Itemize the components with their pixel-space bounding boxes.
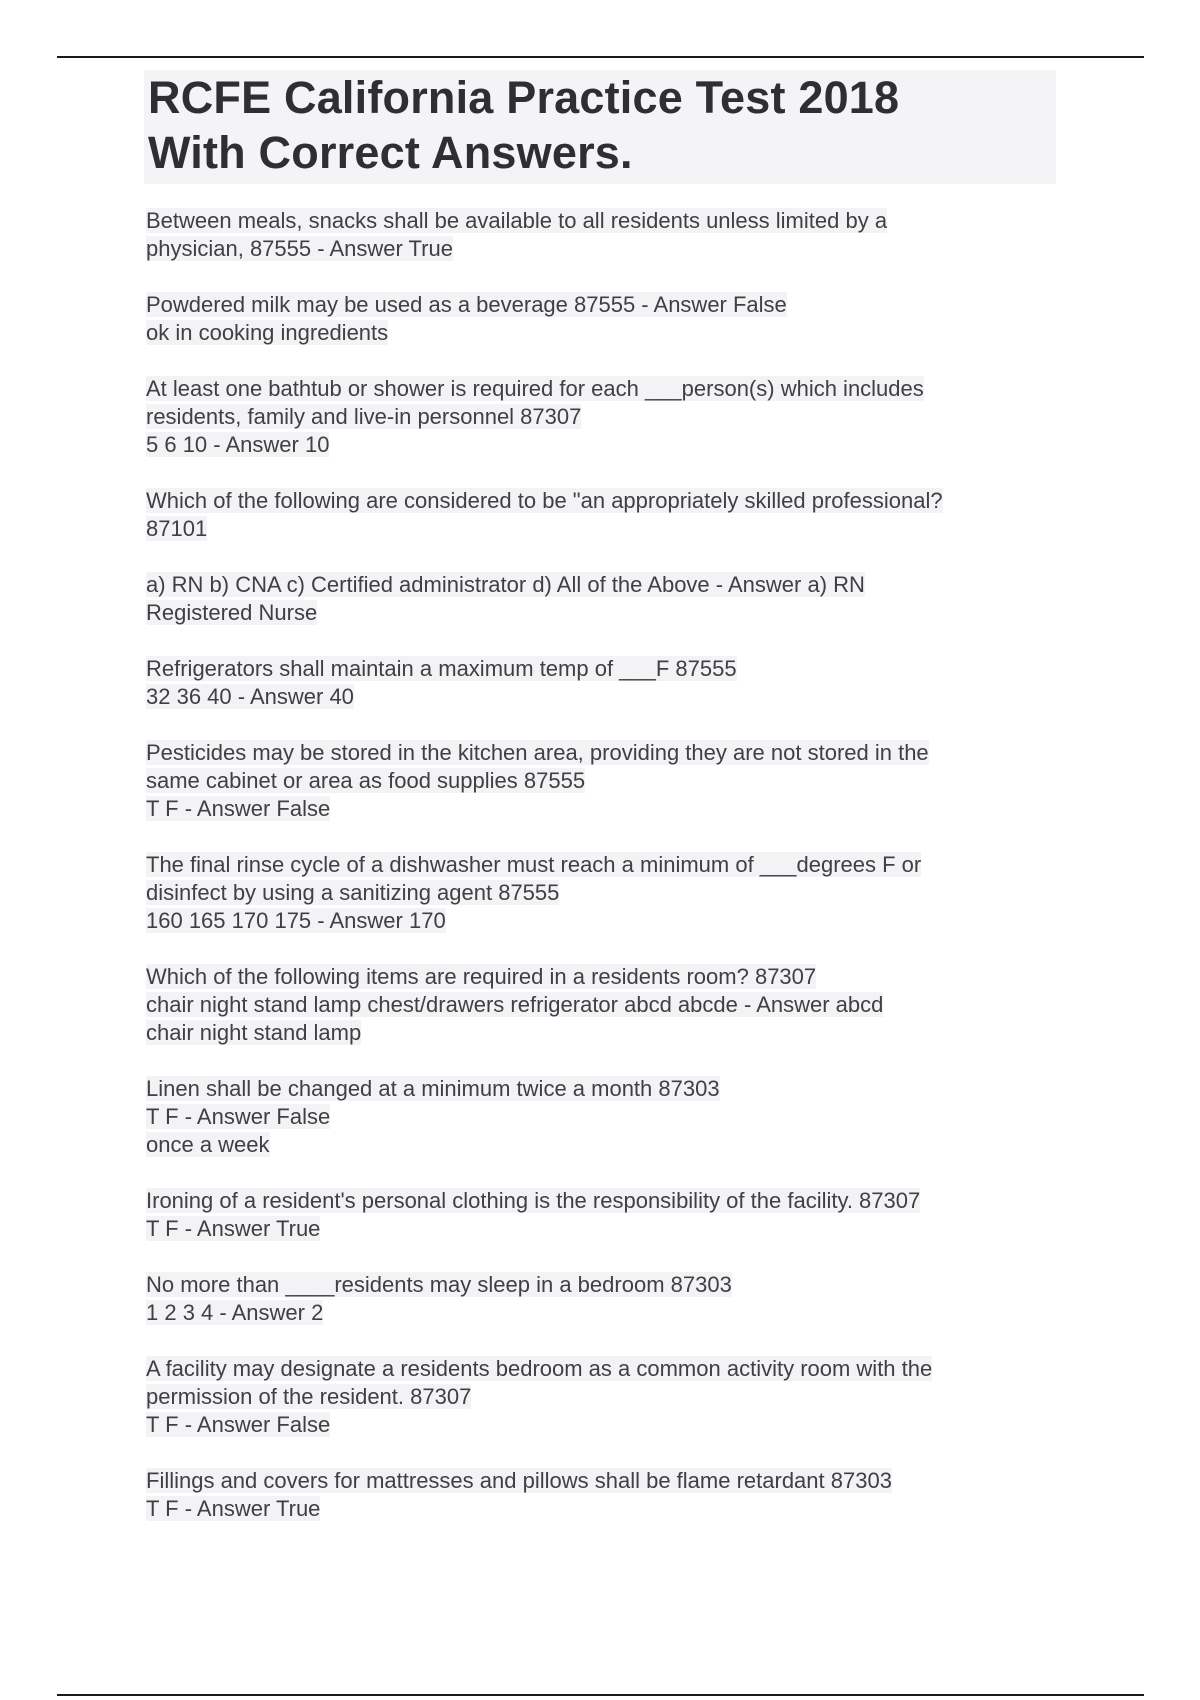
qa-line [146,1019,1106,1047]
qa-line-text: chair night stand lamp chest/drawers refrigerator abcd abcde - Answer abcd [146,992,884,1017]
qa-line-text: Registered Nurse [146,600,318,625]
qa-line [146,1075,1106,1103]
qa-line [146,1187,1106,1215]
qa-line-text: same cabinet or area as food supplies 87555 [146,768,586,793]
qa-line-text: disinfect by using a sanitizing agent 87555 [146,880,560,905]
qa-line-text: T F - Answer False [146,1412,331,1437]
qa-line [146,739,1106,767]
qa-line [146,487,1106,515]
qa-line-text: A facility may designate a residents bedroom as a common activity room with the [146,1356,933,1381]
qa-item [146,1355,1106,1439]
qa-line-text: Powdered milk may be used as a beverage 87555 - Answer False [146,292,787,317]
title-line-2: With Correct Answers. [148,127,633,178]
document-title [148,70,1056,180]
qa-line-text: 87101 [146,516,208,541]
qa-line [146,1131,1106,1159]
qa-line-text: Ironing of a resident's personal clothing is the responsibility of the facility. 87307 [146,1188,921,1213]
qa-line-text: T F - Answer False [146,1104,331,1129]
qa-line-text: physician, 87555 - Answer True [146,236,453,261]
qa-line [146,1103,1106,1131]
qa-line-text: 32 36 40 - Answer 40 [146,684,354,709]
qa-line-text: Linen shall be changed at a minimum twice a month 87303 [146,1076,720,1101]
qa-line [146,431,1106,459]
qa-line-text: At least one bathtub or shower is required for each ___person(s) which includes [146,376,924,401]
qa-line [146,907,1106,935]
qa-line-text: once a week [146,1132,270,1157]
qa-line [146,571,1106,599]
qa-line-text: 5 6 10 - Answer 10 [146,432,330,457]
qa-line [146,1355,1106,1383]
qa-line [146,879,1106,907]
question-answer-list [146,207,1106,1551]
title-block [144,70,1056,184]
qa-line-text: chair night stand lamp [146,1020,362,1045]
qa-item [146,739,1106,823]
qa-item [146,291,1106,347]
qa-item [146,571,1106,627]
qa-line-text: residents, family and live-in personnel 87307 [146,404,582,429]
qa-line [146,291,1106,319]
qa-line [146,683,1106,711]
qa-line [146,515,1106,543]
qa-line [146,207,1106,235]
qa-item [146,375,1106,459]
qa-item [146,1271,1106,1327]
qa-line [146,851,1106,879]
qa-line-text: Refrigerators shall maintain a maximum temp of ___F 87555 [146,656,737,681]
qa-line [146,599,1106,627]
qa-line-text: 1 2 3 4 - Answer 2 [146,1300,324,1325]
qa-item [146,1467,1106,1523]
qa-line [146,1467,1106,1495]
qa-line-text: T F - Answer True [146,1496,321,1521]
qa-item [146,851,1106,935]
qa-line-text: permission of the resident. 87307 [146,1384,472,1409]
qa-line-text: a) RN b) CNA c) Certified administrator d) All of the Above - Answer a) RN [146,572,865,597]
qa-line [146,1271,1106,1299]
qa-line [146,1411,1106,1439]
qa-item [146,487,1106,543]
qa-line-text: Fillings and covers for mattresses and pillows shall be flame retardant 87303 [146,1468,892,1493]
qa-line-text: T F - Answer True [146,1216,321,1241]
qa-item [146,655,1106,711]
qa-item [146,1075,1106,1159]
qa-line-text: Which of the following items are required in a residents room? 87307 [146,964,817,989]
qa-item [146,207,1106,263]
top-divider [57,56,1144,58]
qa-item [146,963,1106,1047]
qa-line [146,1215,1106,1243]
qa-line [146,403,1106,431]
qa-line [146,1495,1106,1523]
qa-line-text: The final rinse cycle of a dishwasher must reach a minimum of ___degrees F or [146,852,922,877]
qa-line-text: ok in cooking ingredients [146,320,389,345]
qa-line [146,963,1106,991]
qa-line [146,767,1106,795]
qa-line [146,319,1106,347]
qa-line-text: Between meals, snacks shall be available to all residents unless limited by a [146,208,888,233]
qa-line [146,235,1106,263]
qa-item [146,1187,1106,1243]
qa-line-text: 160 165 170 175 - Answer 170 [146,908,446,933]
title-line-1: RCFE California Practice Test 2018 [148,72,900,123]
qa-line [146,1383,1106,1411]
qa-line [146,1299,1106,1327]
qa-line [146,795,1106,823]
bottom-divider [57,1694,1144,1696]
qa-line-text: T F - Answer False [146,796,331,821]
qa-line-text: No more than ____residents may sleep in a bedroom 87303 [146,1272,732,1297]
qa-line [146,991,1106,1019]
qa-line [146,655,1106,683]
qa-line-text: Pesticides may be stored in the kitchen area, providing they are not stored in the [146,740,929,765]
qa-line-text: Which of the following are considered to be "an appropriately skilled professional? [146,488,943,513]
qa-line [146,375,1106,403]
